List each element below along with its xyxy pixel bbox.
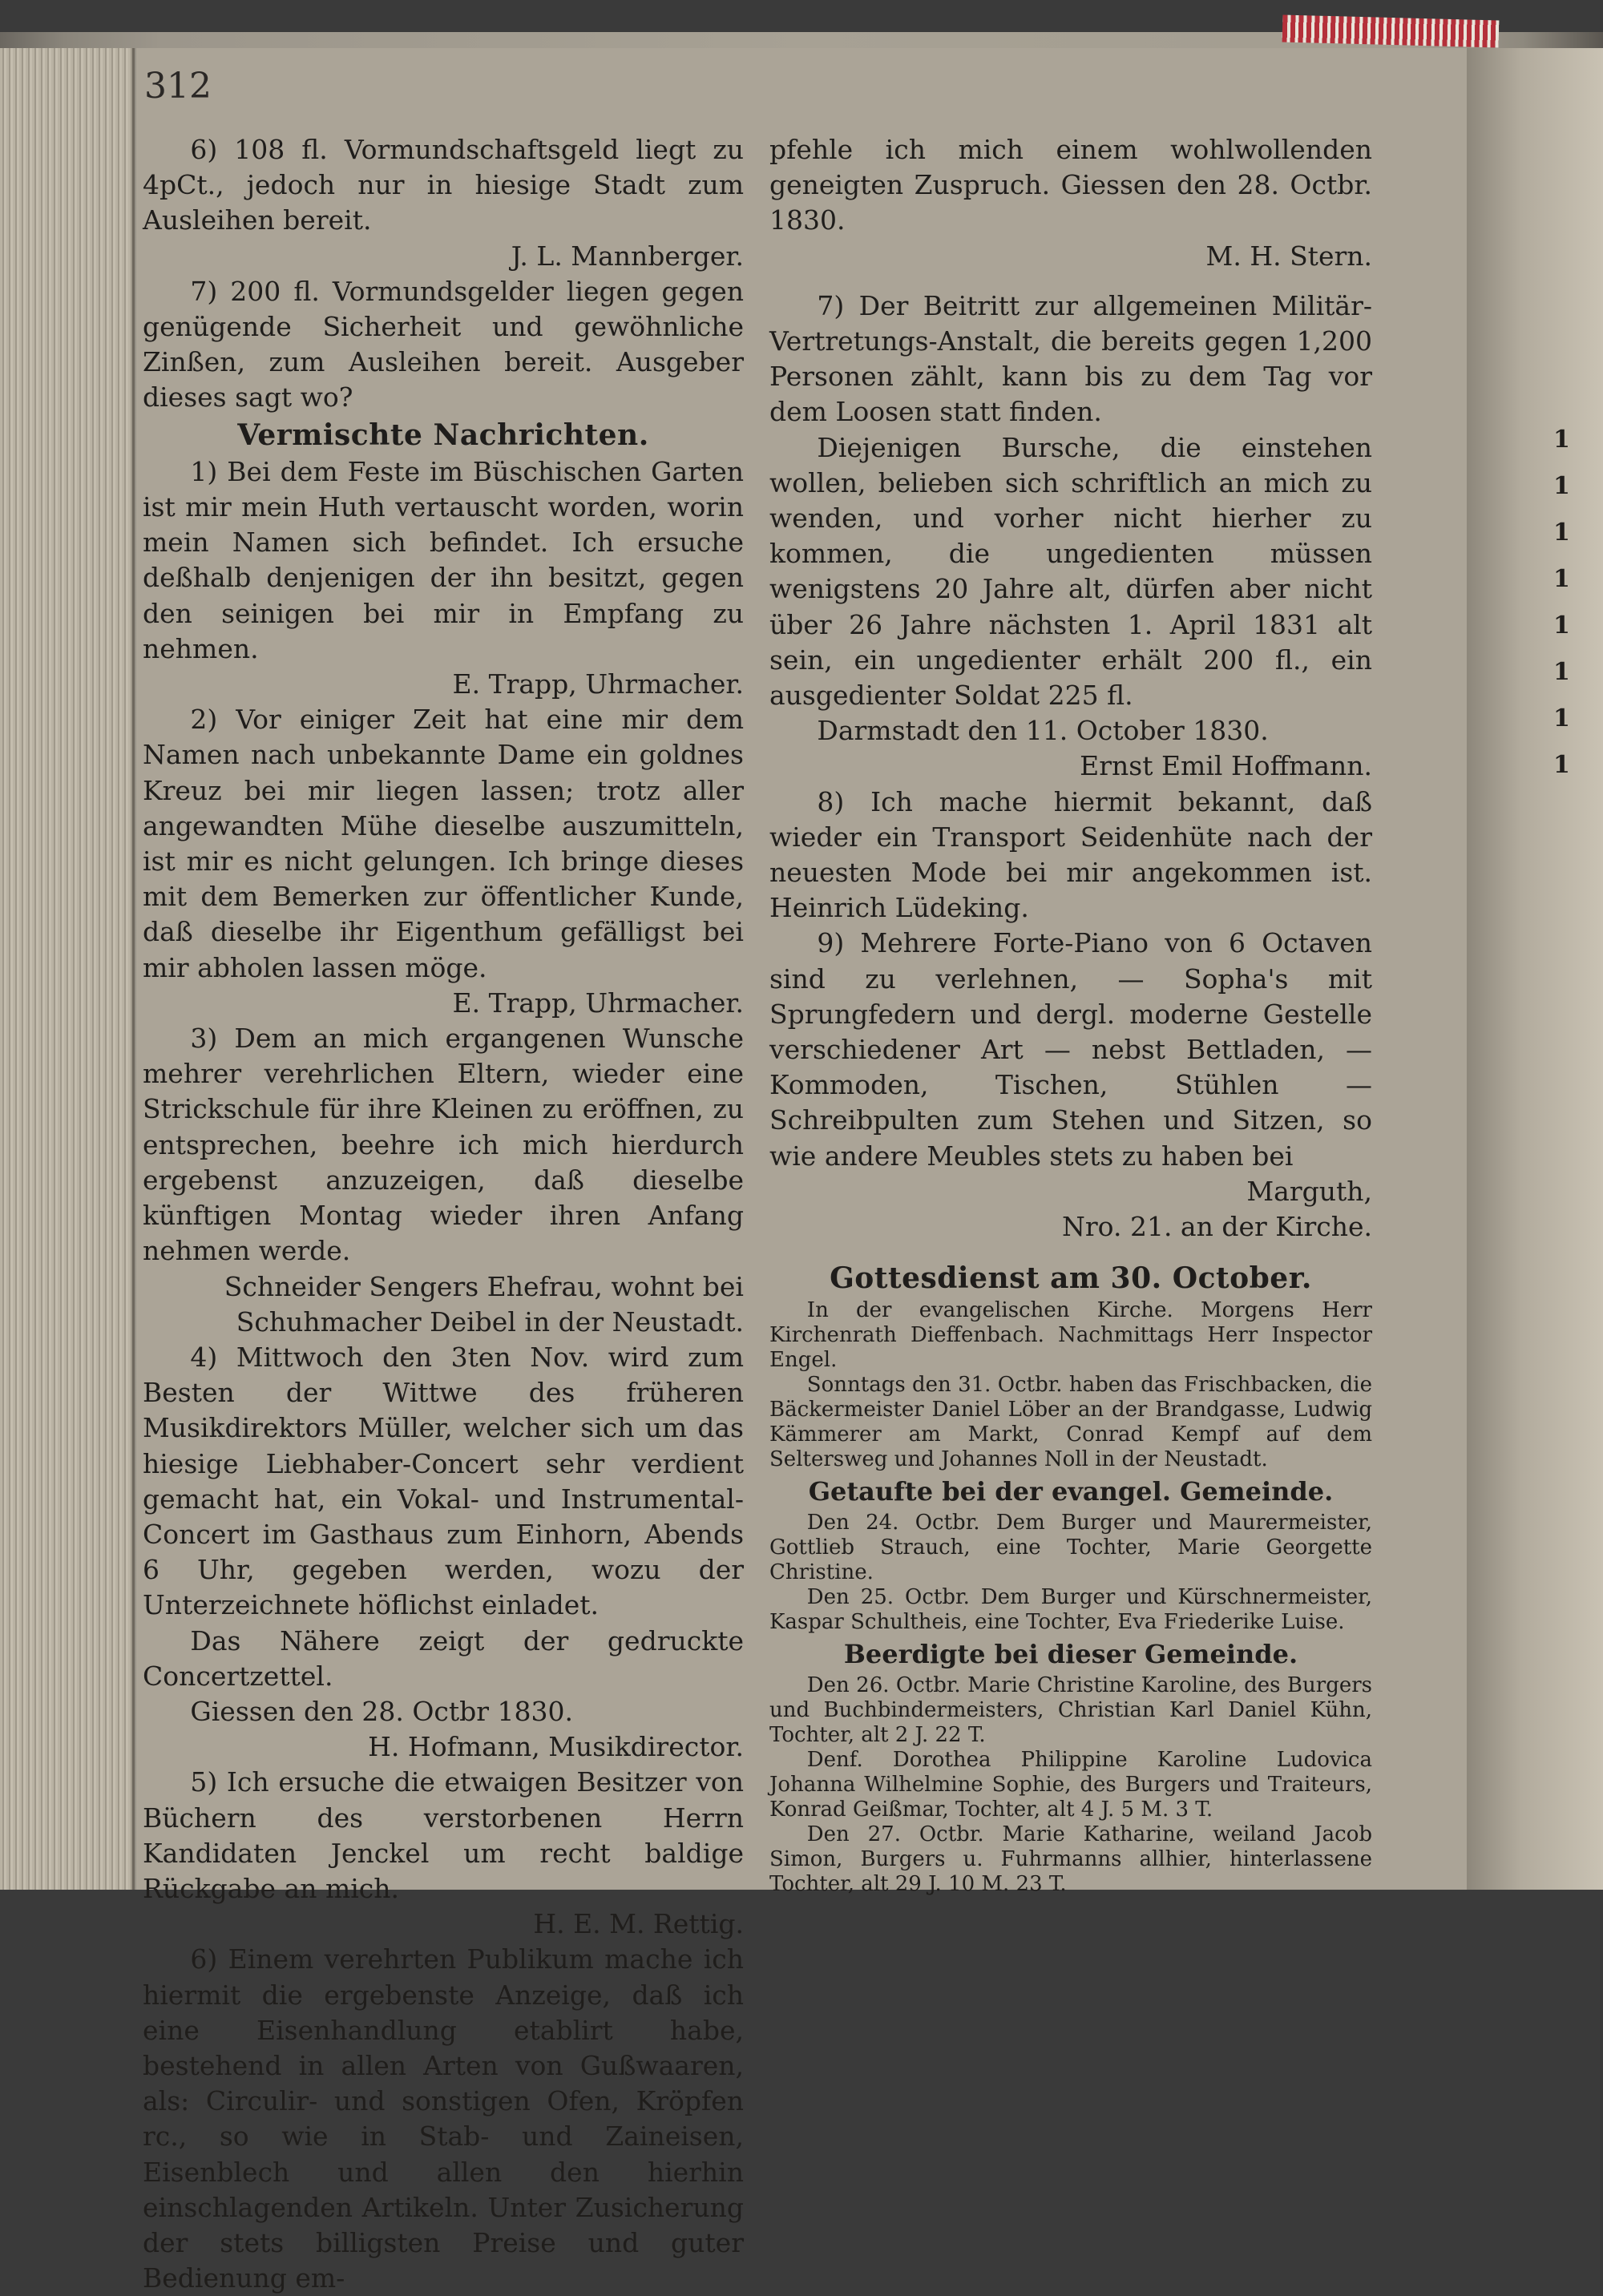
notice-7-signature: Ernst Emil Hoffmann. <box>1080 750 1372 782</box>
loan-item-1-signature: J. L. Mannberger. <box>511 240 744 272</box>
buried-entry: Den 27. Octbr. Marie Katharine, weiland Jacob Simon, Burgers u. Fuhrmanns allhier, hinterlassene Tochter, alt 29 J. 10 M. 23 T. <box>769 1822 1372 1896</box>
baptized-heading: Getaufte bei der evangel. Gemeinde. <box>808 1475 1334 1507</box>
right-column <box>769 132 1372 1897</box>
notice-8: 8) Ich mache hiermit bekannt, daß wieder ein Transport Seidenhüte nach der neuesten Mode bei mir angekommen ist. Heinrich Lüdeking. <box>769 785 1372 924</box>
notice-7-extra: Diejenigen Bursche, die einstehen wollen, belieben sich schriftlich an mich zu wenden, und vorher nicht hierher zu kommen, die ungedienten müssen wenigstens 20 Jahre alt, dürfen aber nicht über 26 Jahre nächsten 1. April 1831 alt sein, ein ungedienter erhält 200 fl., ein ausgedienter Soldat 225 fl. <box>769 431 1372 712</box>
baptized-entry: Den 25. Octbr. Dem Burger und Kürschnermeister, Kaspar Schultheis, eine Tochter, Eva Friederike Luise. <box>769 1584 1372 1634</box>
section-heading-misc: Vermischte Nachrichten. <box>237 418 649 452</box>
notice-1: 1) Bei dem Feste im Büschischen Garten ist mir mein Huth vertauscht worden, worin mein Namen sich befindet. Ich ersuche deßhalb denjenigen der ihn besitzt, gegen den seinigen bei mir in Empfang zu nehmen. <box>143 455 744 664</box>
notice-9-address: Nro. 21. an der Kirche. <box>1062 1211 1372 1243</box>
notice-2-signature: E. Trapp, Uhrmacher. <box>452 987 744 1019</box>
notice-4-place-date: Giessen den 28. Octbr 1830. <box>190 1695 574 1727</box>
margin-glyph: 1 <box>1553 611 1570 640</box>
spacer <box>769 274 1372 289</box>
margin-glyph: 1 <box>1553 751 1570 779</box>
notice-7-place-date: Darmstadt den 11. October 1830. <box>817 715 1269 747</box>
loan-item-2: 7) 200 fl. Vormundsgelder liegen gegen genügende Sicherheit und gewöhnliche Zinßen, zum Ausleihen bereit. Ausgeber dieses sagt wo? <box>143 275 744 414</box>
buried-heading: Beerdigte bei dieser Gemeinde. <box>843 1638 1298 1669</box>
church-service-heading: Gottesdienst am 30. October. <box>830 1261 1312 1296</box>
bookmark-ribbon <box>1282 14 1500 47</box>
margin-glyph: 1 <box>1553 658 1570 686</box>
margin-glyph: 1 <box>1553 704 1570 732</box>
loan-item-1: 6) 108 fl. Vormundschaftsgeld liegt zu 4pCt., jedoch nur in hiesige Stadt zum Ausleihen bereit. <box>143 134 744 236</box>
margin-glyph: 1 <box>1553 519 1570 547</box>
next-page-margin-glyphs <box>1553 417 1593 789</box>
margin-glyph: 1 <box>1553 565 1570 593</box>
notice-5: 5) Ich ersuche die etwaigen Besitzer von Büchern des verstorbenen Herrn Kandidaten Jenckel um recht baldige Rückgabe an mich. <box>143 1766 744 1904</box>
buried-entry: Den 26. Octbr. Marie Christine Karoline, des Burgers und Buchbindermeisters, Christian Karl Daniel Kühn, Tochter, alt 2 J. 22 T. <box>769 1673 1372 1747</box>
buried-entry: Denf. Dorothea Philippine Karoline Ludovica Johanna Wilhelmine Sophie, des Burgers und Traiteurs, Konrad Geißmar, Tochter, alt 4 J. 5 M. 3 T. <box>769 1747 1372 1822</box>
notice-1-signature: E. Trapp, Uhrmacher. <box>452 668 744 700</box>
page-number: 312 <box>144 66 212 107</box>
notice-2: 2) Vor einiger Zeit hat eine mir dem Namen nach unbekannte Dame ein goldnes Kreuz bei mir liegen lassen; trotz aller angewandten Mühe dieselbe auszumitteln, ist mir es nicht gelungen. Ich bringe dieses mit dem Bemerken zur öffentlicher Kunde, daß dieselbe ihr Eigenthum gefälligst bei mir abholen lassen möge. <box>143 704 744 983</box>
margin-glyph: 1 <box>1553 472 1570 500</box>
notice-4-extra: Das Nähere zeigt der gedruckte Concertzettel. <box>143 1624 744 1692</box>
sunday-baking-text: Sonntags den 31. Octbr. haben das Frischbacken, die Bäckermeister Daniel Löber an der Brandgasse, Ludwig Kämmerer am Markt, Conrad Kempf auf dem Seltersweg und Johannes Noll in der Neustadt. <box>769 1372 1372 1471</box>
next-page-gutter <box>1467 48 1603 1890</box>
page-edges <box>0 48 135 1890</box>
notice-3: 3) Dem an mich ergangenen Wunsche mehrer verehrlichen Eltern, wieder eine Strickschule für ihre Kleinen zu eröffnen, zu entsprechen, beehre ich mich hierdurch ergebenst anzuzeigen, daß dieselbe künftigen Montag wieder ihren Anfang nehmen werde. <box>143 1023 744 1267</box>
margin-glyph: 1 <box>1553 426 1570 454</box>
notice-9: 9) Mehrere Forte-Piano von 6 Octaven sind zu verlehnen, — Sopha's mit Sprungfedern und dergl. moderne Gestelle verschiedener Art — nebst Bettladen, — Kommoden, Tischen, Stühlen — Schreibpulten zum Stehen und Sitzen, so wie andere Meubles stets zu haben bei <box>769 927 1372 1172</box>
notice-4: 4) Mittwoch den 3ten Nov. wird zum Besten der Wittwe des früheren Musikdirektors Müller, welcher sich um das hiesige Liebhaber-Concert sehr verdient gemacht hat, ein Vokal- und Instrumental-Concert im Gasthaus zum Einhorn, Abends 6 Uhr, gegeben werden, wozu der Unterzeichnete höflichst einladet. <box>143 1341 744 1621</box>
baptized-entry: Den 24. Octbr. Dem Burger und Maurermeister, Gottlieb Strauch, eine Tochter, Marie Georgette Christine. <box>769 1510 1372 1584</box>
notice-7: 7) Der Beitritt zur allgemeinen Militär-Vertretungs-Anstalt, die bereits gegen 1,200 Personen zählt, kann bis zu dem Tag vor dem Loosen statt finden. <box>769 289 1372 428</box>
notice-5-signature: H. E. M. Rettig. <box>533 1908 744 1940</box>
church-service-text: In der evangelischen Kirche. Morgens Herr Kirchenrath Dieffenbach. Nachmittags Herr Inspector Engel. <box>769 1297 1372 1372</box>
notice-6-continuation: pfehle ich mich einem wohlwollenden geneigten Zuspruch. Giessen den 28. Octbr. 1830. <box>769 134 1372 236</box>
notice-6: 6) Einem verehrten Publikum mache ich hiermit die ergebenste Anzeige, daß ich eine Eisenhandlung etablirt habe, bestehend in allen Arten von Gußwaaren, als: Circulir- und sonstigen Ofen, Kröpfen rc., so wie in Stab- und Zaineisen, Eisenblech und allen den hierhin einschlagenden Artikeln. Unter Zusicherung der stets billigsten Preise und guter Bedienung em- <box>143 1943 744 2294</box>
left-column <box>143 132 744 2296</box>
notice-9-signature: Marguth, <box>1246 1175 1372 1207</box>
notice-6-signature: M. H. Stern. <box>1205 240 1372 272</box>
notice-4-signature: H. Hofmann, Musikdirector. <box>368 1731 744 1763</box>
notice-3-signature: Schneider Sengers Ehefrau, wohnt bei Schuhmacher Deibel in der Neustadt. <box>224 1270 744 1338</box>
spacer <box>769 1245 1372 1259</box>
